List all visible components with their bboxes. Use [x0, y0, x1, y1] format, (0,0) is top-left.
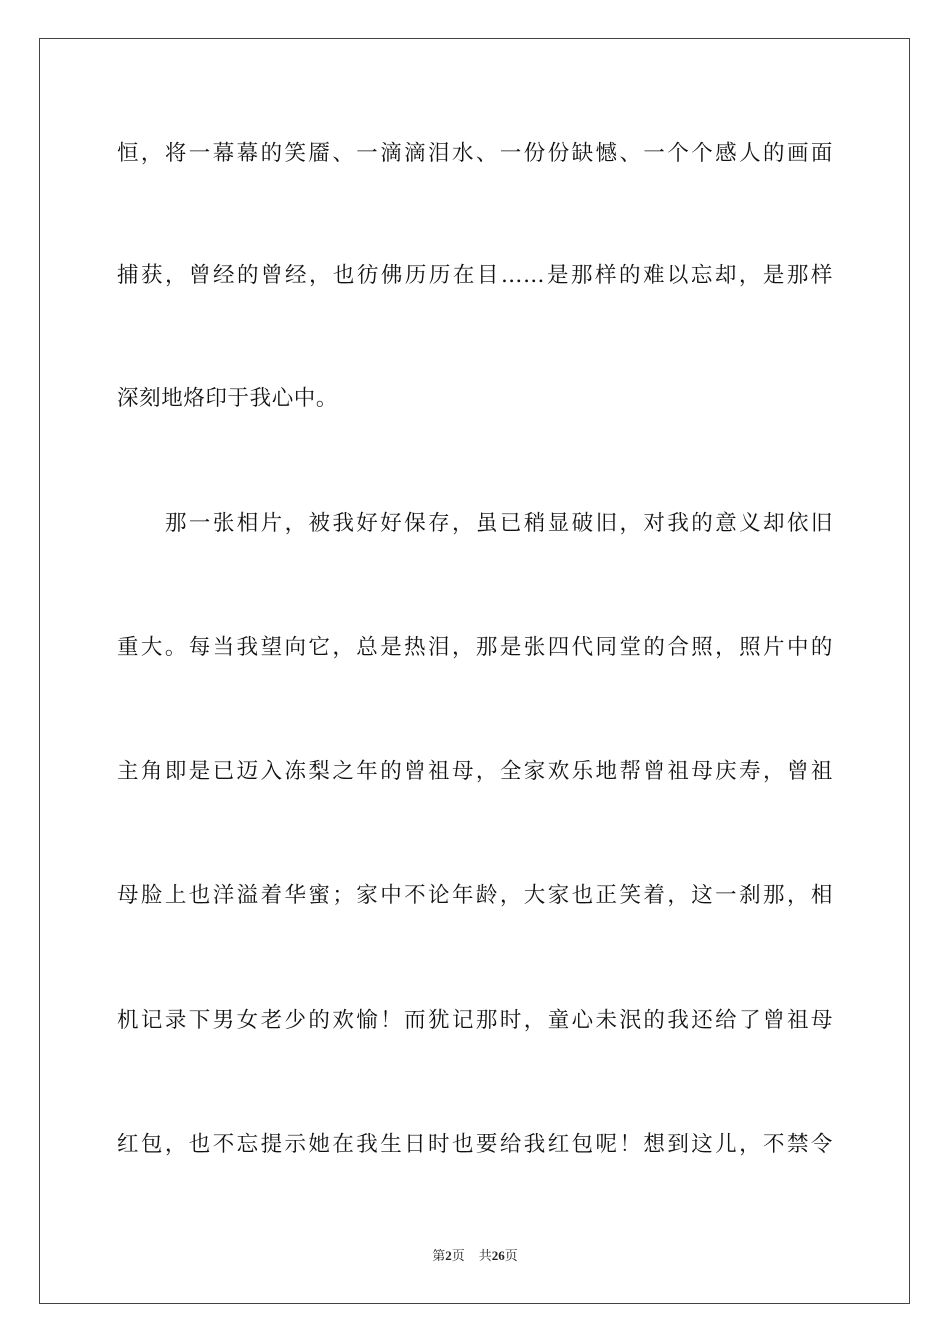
text-line: 机记录下男女老少的欢愉！而犹记那时，童心未泯的我还给了曾祖母 [117, 1008, 833, 1033]
text-line: 红包，也不忘提示她在我生日时也要给我红包呢！想到这儿，不禁令 [117, 1132, 833, 1157]
text-line: 重大。每当我望向它，总是热泪，那是张四代同堂的合照，照片中的 [117, 635, 833, 660]
text-line: 恒，将一幕幕的笑靥、一滴滴泪水、一份份缺憾、一个个感人的画面 [117, 141, 833, 166]
total-pages: 26 [491, 1248, 505, 1263]
page-number: 2 [445, 1248, 452, 1263]
page-suffix: 页 [451, 1249, 465, 1264]
text-line: 深刻地烙印于我心中。 [117, 386, 339, 411]
text-line: 捕获，曾经的曾经，也彷佛历历在目……是那样的难以忘却，是那样 [117, 263, 833, 288]
page-footer [0, 1247, 950, 1266]
total-suffix: 页 [504, 1249, 518, 1264]
page-border [39, 38, 910, 1304]
text-line: 主角即是已迈入冻梨之年的曾祖母，全家欢乐地帮曾祖母庆寿，曾祖 [117, 759, 833, 784]
paragraph-first-line: 那一张相片，被我好好保存，虽已稍显破旧，对我的意义却依旧 [165, 511, 833, 536]
page-prefix: 第 [432, 1249, 446, 1264]
total-prefix: 共 [478, 1249, 492, 1264]
text-line: 母脸上也洋溢着华蜜；家中不论年龄，大家也正笑着，这一刹那，相 [117, 883, 833, 908]
